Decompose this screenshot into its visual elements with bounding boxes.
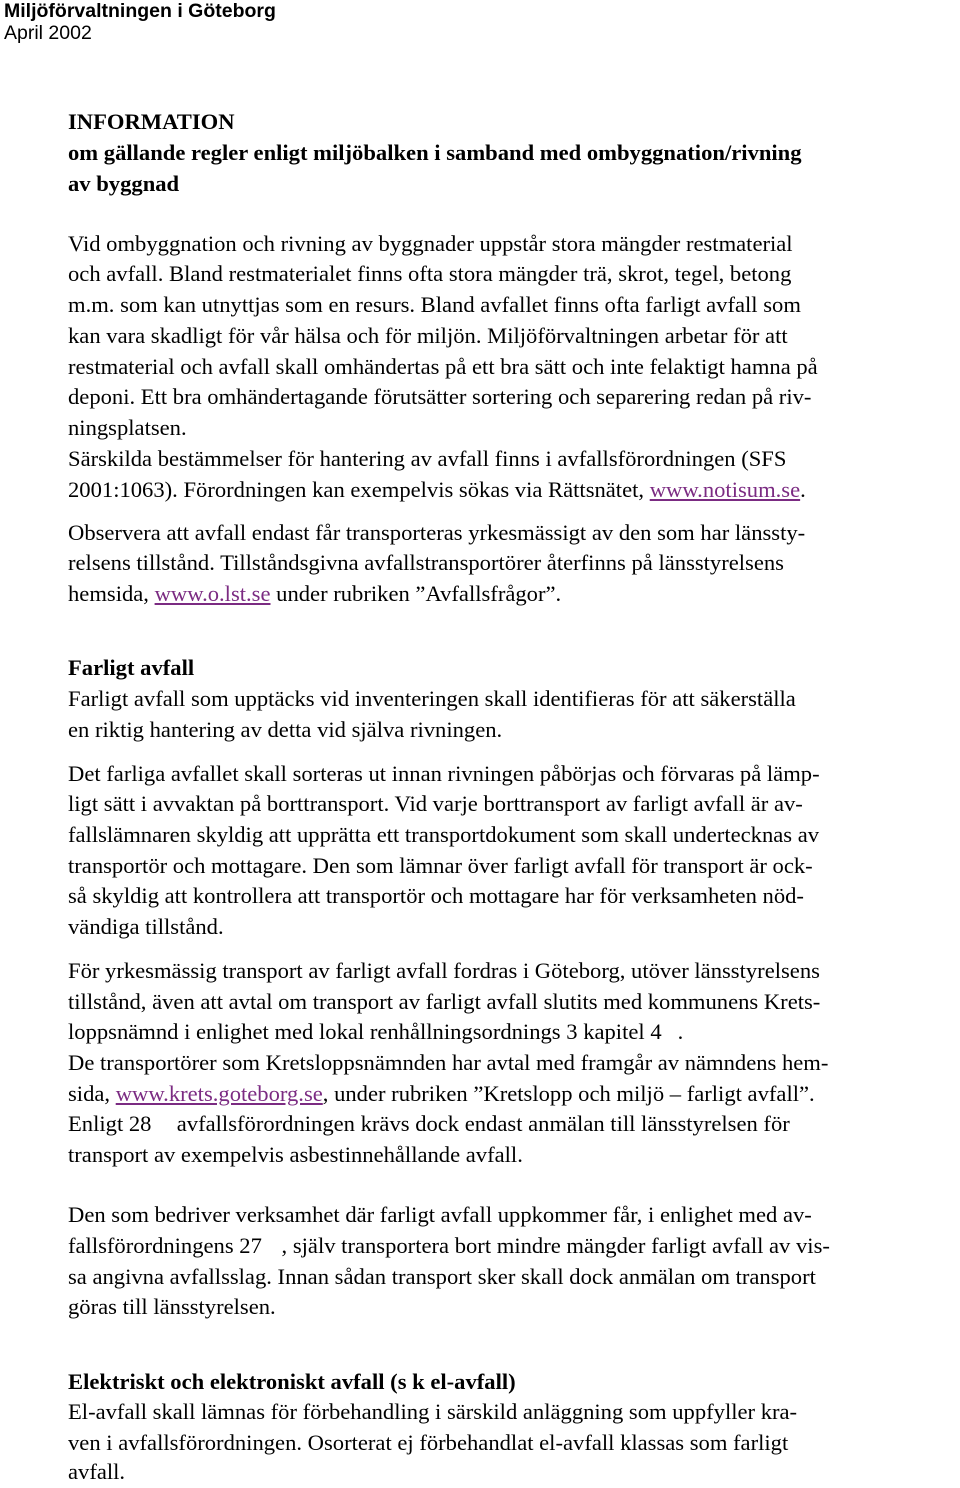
hazardous-text: fallsförordningens 27 xyxy=(68,1233,268,1258)
intro-line xyxy=(68,475,806,506)
intro-text: . xyxy=(800,477,806,502)
hazardous-line xyxy=(68,1079,815,1110)
hazardous-text: Enligt 28 xyxy=(68,1111,158,1136)
section-heading-hazardous: Farligt avfall xyxy=(68,655,195,680)
hazardous-line: fallslämnaren skyldig att upprätta ett transportdokument som skall undertecknas av xyxy=(68,822,820,847)
section-heading-electronic: Elektriskt och elektroniskt avfall (s k el-avfall) xyxy=(68,1369,516,1394)
intro-line: deponi. Ett bra omhändertagande förutsätter sortering och separering redan på riv- xyxy=(68,384,812,409)
hazardous-text: sida, xyxy=(68,1081,116,1106)
transport-note-text: hemsida, xyxy=(68,581,155,606)
document-date: April 2002 xyxy=(4,22,92,44)
hazardous-text: , själv transportera bort mindre mängder farligt avfall av vis- xyxy=(281,1233,830,1258)
lst-link[interactable]: www.o.lst.se xyxy=(154,581,271,606)
hazardous-line: transportör och mottagare. Den som lämnar över farligt avfall för transport är ock- xyxy=(68,853,813,878)
hazardous-text: loppsnämnd i enlighet med lokal renhållningsordnings 3 kapitel 4 xyxy=(68,1019,662,1044)
hazardous-line: vändiga tillstånd. xyxy=(68,914,224,939)
hazardous-text: avfallsförordningen krävs dock endast anmälan till länsstyrelsen för xyxy=(171,1111,790,1136)
hazardous-line: tillstånd, även att avtal om transport av farligt avfall slutits med kommunens Krets- xyxy=(68,989,821,1014)
intro-line: ningsplatsen. xyxy=(68,415,187,440)
intro-text: 2001:1063). Förordningen kan exempelvis sökas via Rättsnätet, xyxy=(68,477,650,502)
hazardous-text: , under rubriken ”Kretslopp och miljö – farligt avfall”. xyxy=(322,1081,815,1106)
krets-link[interactable]: www.krets.goteborg.se xyxy=(115,1081,323,1106)
organization-name: Miljöförvaltningen i Göteborg xyxy=(4,0,276,22)
hazardous-line: Farligt avfall som upptäcks vid inventeringen skall identifieras för att säkerställa xyxy=(68,686,796,711)
electronic-line: ven i avfallsförordningen. Osorterat ej förbehandlat el-avfall klassas som farligt xyxy=(68,1430,789,1455)
hazardous-line: så skyldig att kontrollera att transportör och mottagare har för verksamheten nöd- xyxy=(68,883,804,908)
hazardous-line xyxy=(68,1017,683,1048)
intro-line: Särskilda bestämmelser för hantering av avfall finns i avfallsförordningen (SFS xyxy=(68,446,787,471)
intro-line: m.m. som kan utnyttjas som en resurs. Bland avfallet finns ofta farligt avfall som xyxy=(68,292,801,317)
hazardous-line: För yrkesmässig transport av farligt avfall fordras i Göteborg, utöver länsstyrelsens xyxy=(68,958,820,983)
hazardous-line: göras till länsstyrelsen. xyxy=(68,1294,276,1319)
hazardous-line: Det farliga avfallet skall sorteras ut innan rivningen påbörjas och förvaras på lämp- xyxy=(68,761,820,786)
hazardous-line xyxy=(68,1231,830,1262)
electronic-line: El-avfall skall lämnas för förbehandling i särskild anläggning som uppfyller kra- xyxy=(68,1399,798,1424)
hazardous-line: sa angivna avfallsslag. Innan sådan transport sker skall dock anmälan om transport xyxy=(68,1264,816,1289)
transport-note-line: relsens tillstånd. Tillståndsgivna avfallstransportörer återfinns på länsstyrelsens xyxy=(68,550,784,575)
hazardous-line: Den som bedriver verksamhet där farligt avfall uppkommer får, i enlighet med av- xyxy=(68,1202,812,1227)
doc-subtitle-line: om gällande regler enligt miljöbalken i samband med ombyggnation/rivning xyxy=(68,140,802,165)
electronic-line: avfall. xyxy=(68,1459,126,1484)
hazardous-line: en riktig hantering av detta vid själva rivningen. xyxy=(68,717,503,742)
doc-subtitle-line: av byggnad xyxy=(68,171,180,196)
notisum-link[interactable]: www.notisum.se xyxy=(649,477,801,502)
intro-line: restmaterial och avfall skall omhändertas på ett bra sätt och inte felaktigt hamna på xyxy=(68,354,818,379)
hazardous-line: transport av exempelvis asbestinnehållande avfall. xyxy=(68,1142,523,1167)
hazardous-line: ligt sätt i avvaktan på borttransport. Vid varje borttransport av farligt avfall är av- xyxy=(68,791,803,816)
transport-note-text: under rubriken ”Avfallsfrågor”. xyxy=(270,581,562,606)
intro-line: och avfall. Bland restmaterialet finns ofta stora mängder trä, skrot, tegel, betong xyxy=(68,261,792,286)
hazardous-text: . xyxy=(677,1019,684,1044)
intro-line: kan vara skadligt för vår hälsa och för miljön. Miljöförvaltningen arbetar för att xyxy=(68,323,788,348)
intro-line: Vid ombyggnation och rivning av byggnader uppstår stora mängder restmaterial xyxy=(68,231,793,256)
transport-note-line: Observera att avfall endast får transporteras yrkesmässigt av den som har länssty- xyxy=(68,520,806,545)
transport-note-line xyxy=(68,579,561,610)
hazardous-line xyxy=(68,1109,790,1140)
doc-title: INFORMATION xyxy=(68,109,235,134)
hazardous-line: De transportörer som Kretsloppsnämnden har avtal med framgår av nämndens hem- xyxy=(68,1050,829,1075)
